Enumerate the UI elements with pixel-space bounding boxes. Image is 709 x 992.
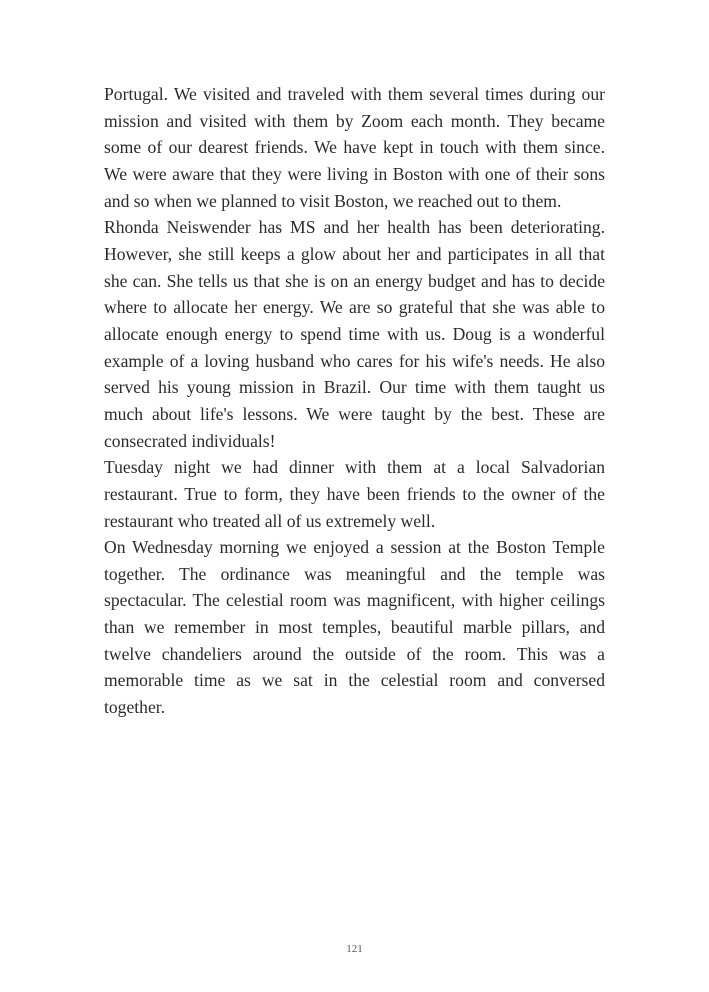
document-body: [104, 81, 605, 721]
paragraph-rhonda: Rhonda Neiswender has MS and her health has been deteriorating. However, she still keeps a glow about her and participates in all that she can. She tells us that she is on an energy budget and has to decide where to allocate her energy. We are so grateful that she was able to allocate enough energy to spend time with us. Doug is a wonderful example of a loving husband who cares for his wife's needs. He also served his young mission in Brazil. Our time with them taught us much about life's lessons. We were taught by the best. These are consecrated individuals!: [104, 217, 605, 451]
paragraph-wednesday-temple: On Wednesday morning we enjoyed a session at the Boston Temple together. The ordinance was meaningful and the temple was spectacular. The celestial room was magnificent, with higher ceilings than we remember in most temples, beautiful marble pillars, and twelve chandeliers around the outside of the room. This was a memorable time as we sat in the celestial room and conversed together.: [104, 537, 605, 718]
page-number: 121: [346, 943, 363, 955]
paragraph-portugal: Portugal. We visited and traveled with them several times during our mission and visited with them by Zoom each month. They became some of our dearest friends. We have kept in touch with them since. We were aware that they were living in Boston with one of their sons and so when we planned to visit Boston, we reached out to them.: [104, 84, 605, 211]
paragraph-tuesday-dinner: Tuesday night we had dinner with them at a local Salvadorian restaurant. True to form, they have been friends to the owner of the restaurant who treated all of us extremely well.: [104, 457, 605, 531]
